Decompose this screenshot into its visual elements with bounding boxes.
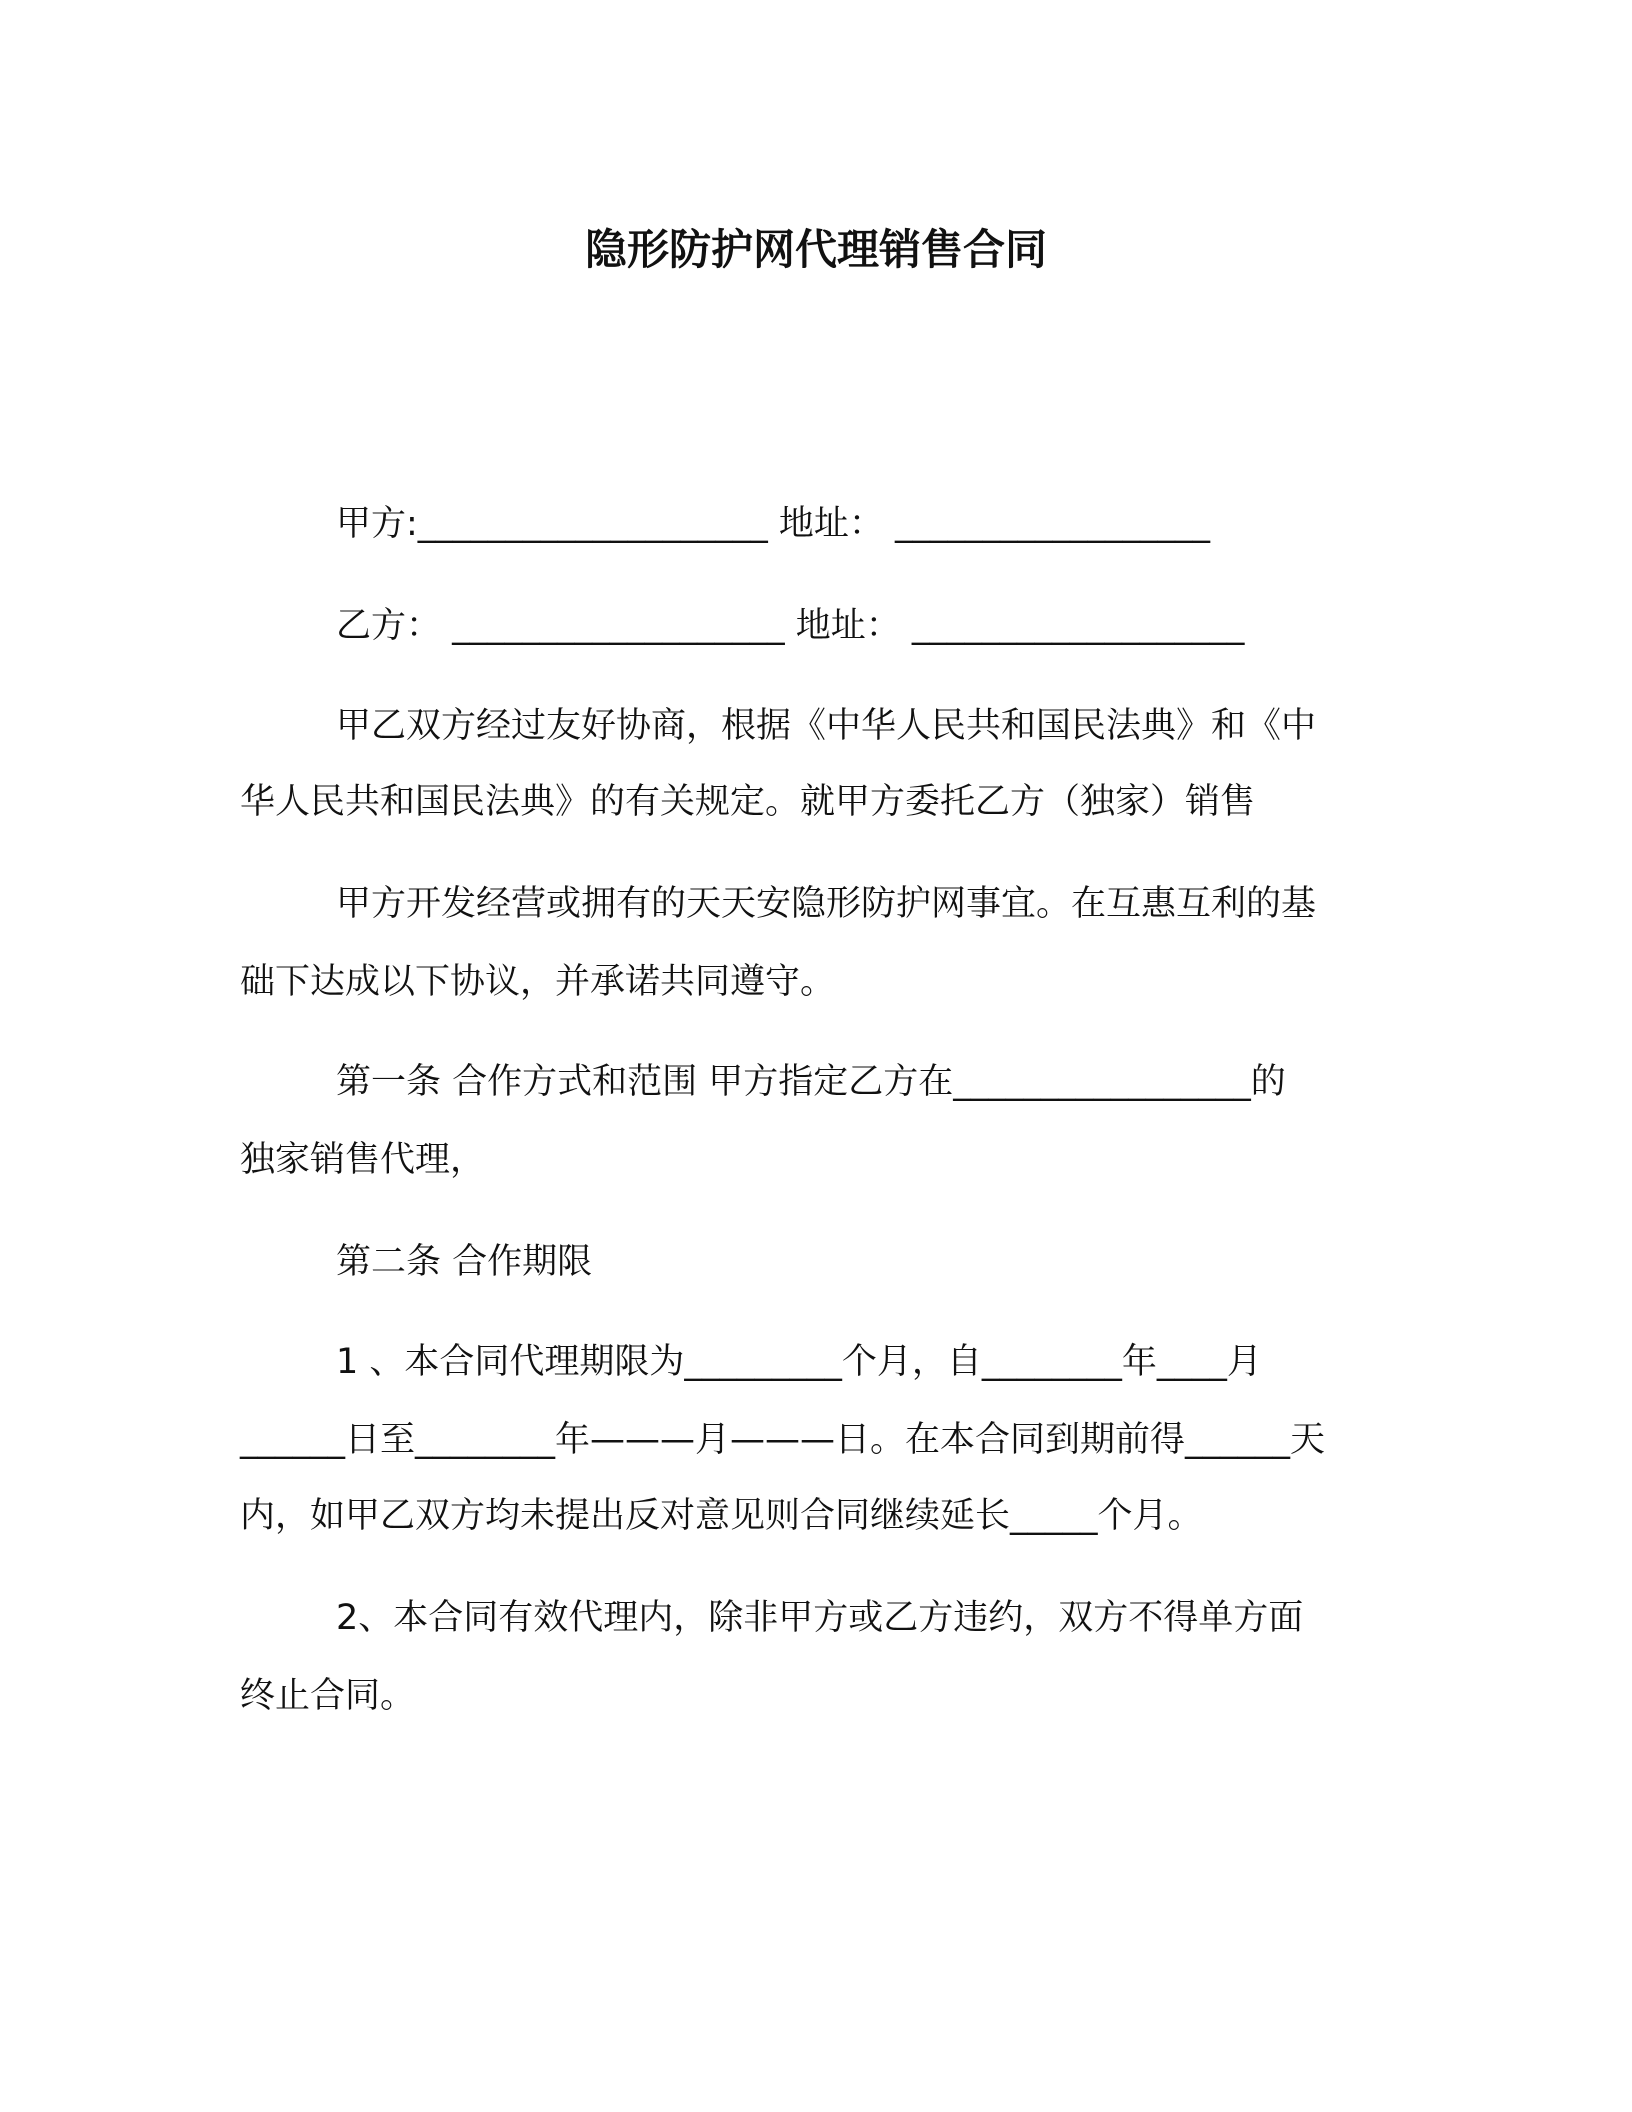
article2-heading: 第二条 合作期限	[336, 1242, 593, 1282]
preamble2-line-2: 础下达成以下协议，并承诺共同遵守。	[240, 962, 836, 1002]
clause1-line-1: 1 、本合同代理期限为_________个月，自________年____月	[336, 1342, 1262, 1382]
party-b-line: 乙方： ___________________ 地址： ___________________	[336, 606, 1245, 646]
clause2-line-2: 终止合同。	[240, 1676, 416, 1716]
article1-line-1: 第一条 合作方式和范围 甲方指定乙方在_________________的	[336, 1062, 1286, 1102]
preamble2-line-1: 甲方开发经营或拥有的天天安隐形防护网事宜。在互惠互利的基	[336, 884, 1317, 924]
preamble-line-1: 甲乙双方经过友好协商，根据《中华人民共和国民法典》和《中	[336, 706, 1317, 746]
clause1-line-3: 内，如甲乙双方均未提出反对意见则合同继续延长_____个月。	[240, 1496, 1203, 1536]
article1-line-2: 独家销售代理，	[240, 1140, 486, 1180]
party-a-line: 甲方:____________________ 地址： __________________	[336, 504, 1211, 544]
clause1-line-2: ______日至________年———月———日。在本合同到期前得______天	[240, 1420, 1326, 1460]
preamble-line-2: 华人民共和国民法典》的有关规定。就甲方委托乙方（独家）销售	[240, 782, 1256, 822]
clause2-line-1: 2、本合同有效代理内，除非甲方或乙方违约，双方不得单方面	[336, 1598, 1304, 1638]
document-title: 隐形防护网代理销售合同	[584, 225, 1047, 274]
